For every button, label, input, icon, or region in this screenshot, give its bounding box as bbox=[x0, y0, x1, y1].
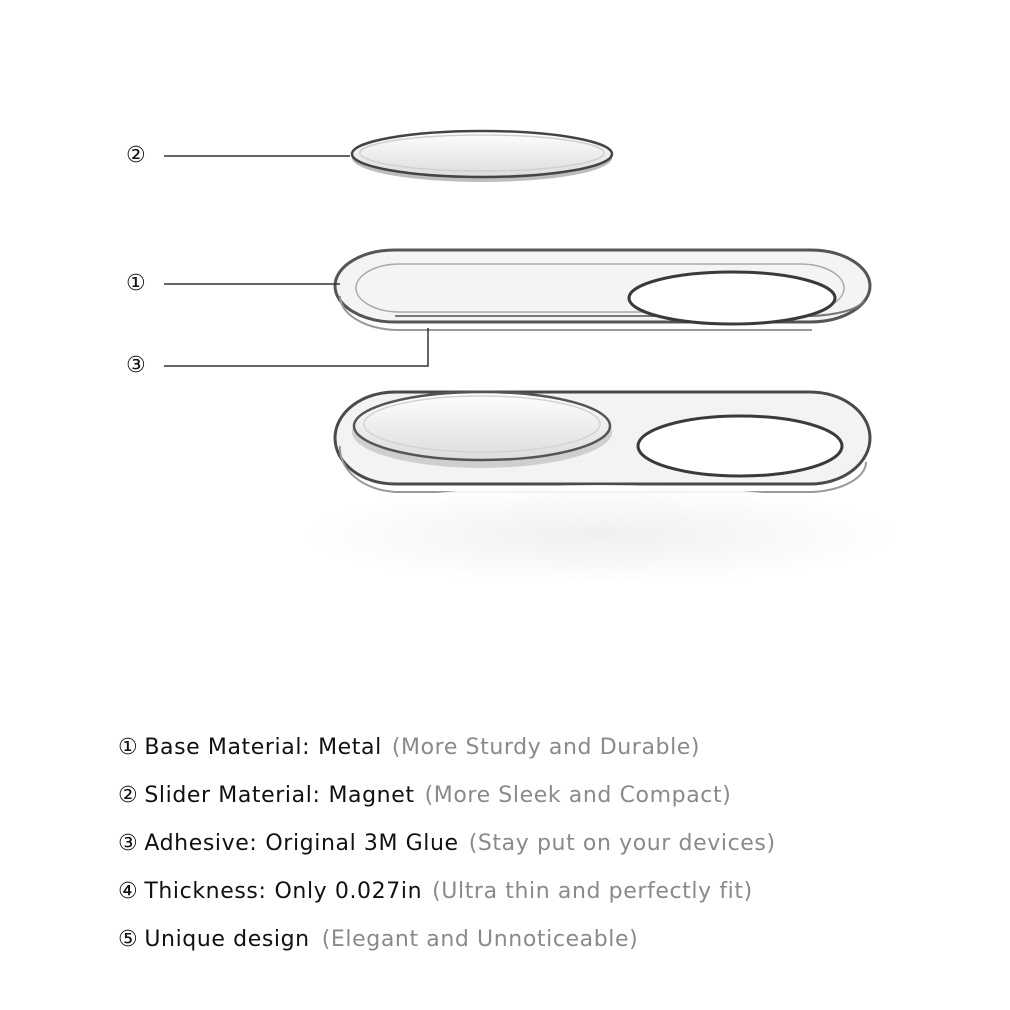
callout-base-label: ① bbox=[126, 271, 146, 296]
spec-row-slider-material: ② Slider Material : Magnet (More Sleek and Compact) bbox=[118, 783, 732, 808]
spec-note: (Elegant and Unnoticeable) bbox=[321, 927, 639, 952]
spec-note: (Ultra thin and perfectly fit) bbox=[432, 879, 753, 904]
callout-adhesive-label: ③ bbox=[126, 353, 146, 378]
spec-row-base-material: ① Base Material : Metal (More Sturdy and Durable) bbox=[118, 735, 701, 760]
callout-slider bbox=[126, 143, 350, 168]
spec-list bbox=[118, 735, 998, 975]
assembled-cover bbox=[335, 392, 870, 492]
spec-value: Metal bbox=[318, 735, 382, 760]
spec-note: (More Sleek and Compact) bbox=[424, 783, 732, 808]
spec-row-adhesive: ③ Adhesive : Original 3M Glue (Stay put on your devices) bbox=[118, 831, 776, 856]
base-plate bbox=[335, 250, 870, 330]
spec-label: Adhesive bbox=[144, 831, 250, 856]
callout-base bbox=[126, 271, 340, 296]
callout-adhesive bbox=[126, 328, 428, 378]
spec-row-thickness: ④ Thickness : Only 0.027in (Ultra thin and perfectly fit) bbox=[118, 879, 753, 904]
reflection-shadow bbox=[300, 485, 900, 585]
spec-number: ① bbox=[118, 735, 139, 760]
callout-slider-label: ② bbox=[126, 143, 146, 168]
assembled-hole bbox=[638, 416, 842, 476]
spec-label: Unique design bbox=[144, 927, 310, 952]
spec-value: Original 3M Glue bbox=[265, 831, 459, 856]
spec-note: (More Sturdy and Durable) bbox=[391, 735, 701, 760]
spec-number: ⑤ bbox=[118, 927, 139, 952]
spec-label: Thickness bbox=[144, 879, 259, 904]
spec-number: ④ bbox=[118, 879, 139, 904]
spec-value: Magnet bbox=[328, 783, 415, 808]
assembled-slider bbox=[352, 392, 612, 468]
spec-number: ③ bbox=[118, 831, 139, 856]
slider-disc bbox=[352, 131, 612, 182]
spec-row-unique-design bbox=[118, 927, 998, 975]
spec-value: Only 0.027in bbox=[274, 879, 423, 904]
spec-label: Base Material bbox=[144, 735, 303, 760]
spec-label: Slider Material bbox=[144, 783, 313, 808]
spec-note: (Stay put on your devices) bbox=[468, 831, 776, 856]
base-plate-hole bbox=[629, 272, 835, 324]
spec-number: ② bbox=[118, 783, 139, 808]
